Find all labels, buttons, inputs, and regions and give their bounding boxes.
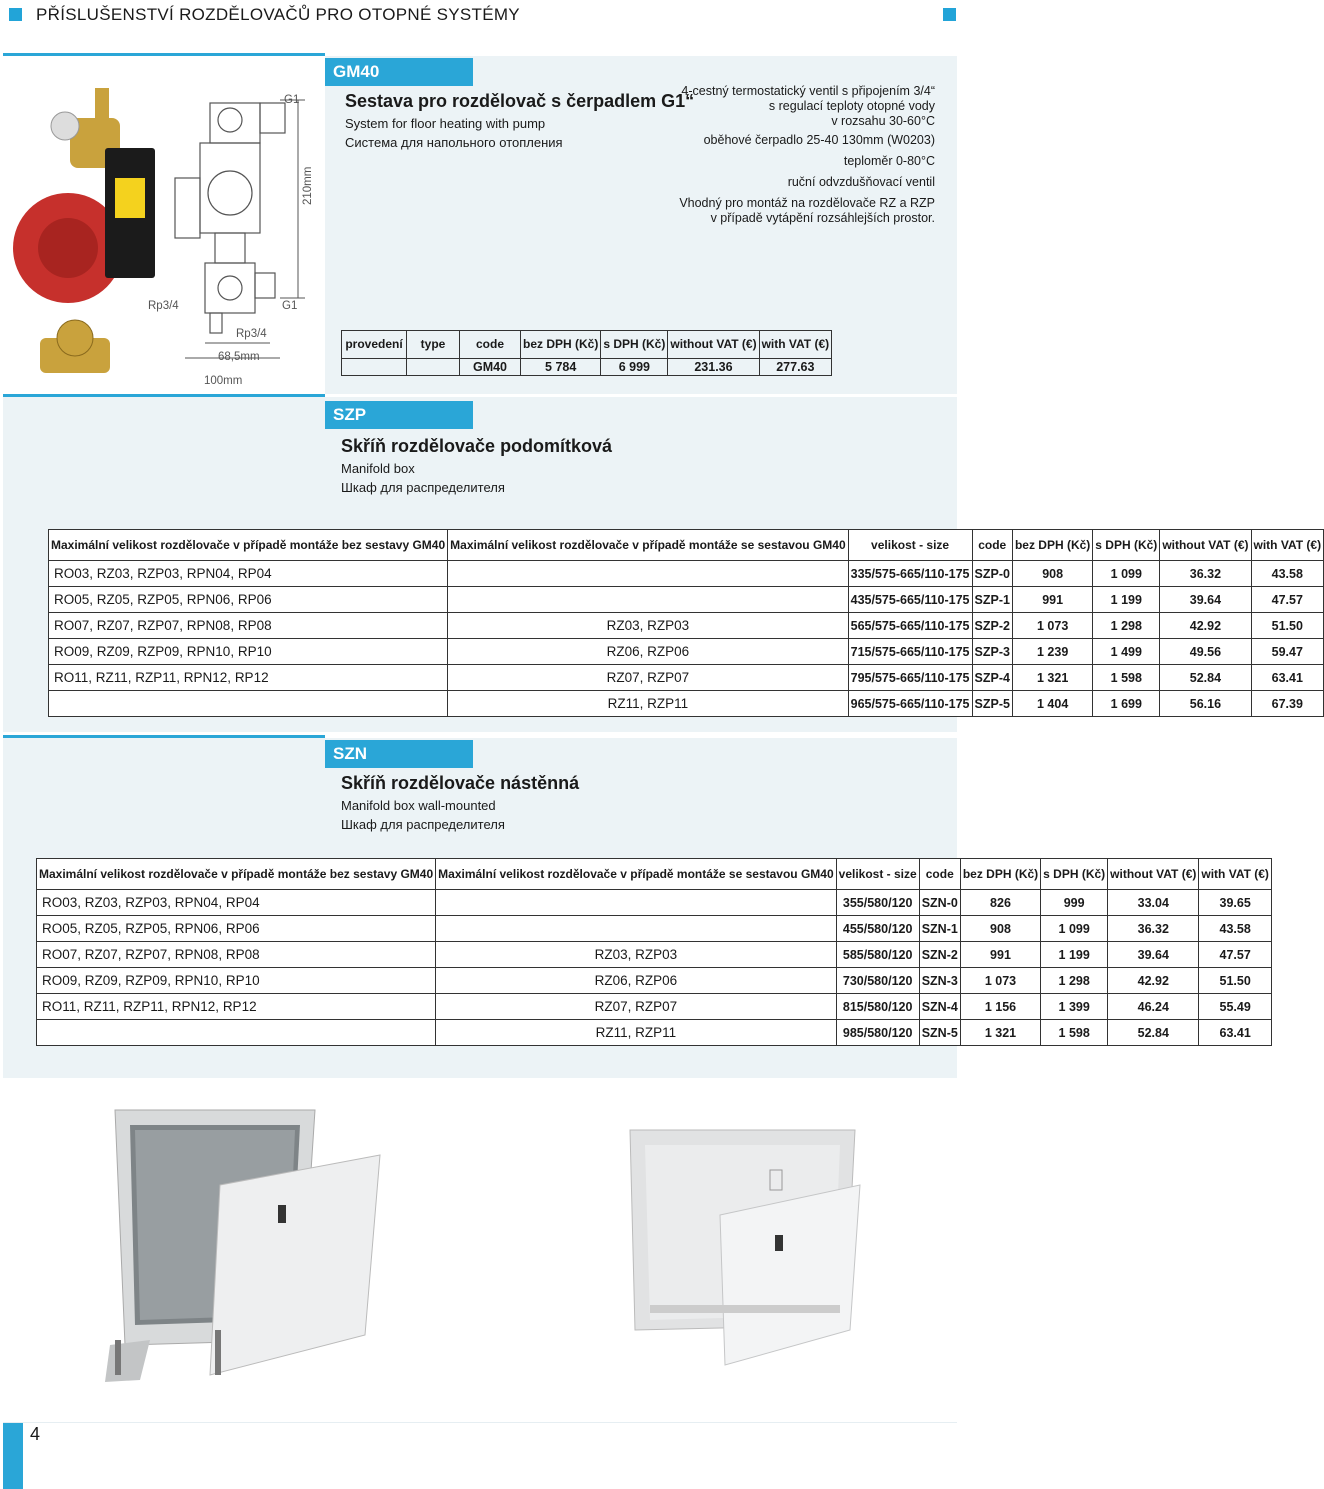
table-cell: 715/575-665/110-175 [848, 639, 972, 665]
col-header: type [407, 331, 460, 359]
spec-line: ruční odvzdušňovací ventil [787, 175, 935, 189]
table-cell: RO11, RZ11, RZP11, RPN12, RP12 [49, 665, 448, 691]
table-cell: 42.92 [1160, 613, 1251, 639]
col-header: with VAT (€) [1251, 530, 1324, 561]
table-cell: 49.56 [1160, 639, 1251, 665]
table-cell: 55.49 [1199, 994, 1272, 1020]
page-title: PŘÍSLUŠENSTVÍ ROZDĚLOVAČŮ PRO OTOPNÉ SYSTÉMY [36, 5, 520, 24]
col-header: Maximální velikost rozdělovače v případě montáže se sestavou GM40 [448, 530, 848, 561]
table-cell: 1 598 [1041, 1020, 1108, 1046]
table-cell: 39.64 [1108, 942, 1199, 968]
table-cell [436, 890, 836, 916]
table-cell: 1 404 [1012, 691, 1092, 717]
table-cell: 908 [1012, 561, 1092, 587]
table-cell: SZN-2 [919, 942, 960, 968]
table-cell: RZ07, RZP07 [436, 994, 836, 1020]
table-cell: 39.64 [1160, 587, 1251, 613]
col-header: without VAT (€) [1160, 530, 1251, 561]
table-cell: 67.39 [1251, 691, 1324, 717]
table-cell: 43.58 [1199, 916, 1272, 942]
szn-sub-ru: Шкаф для распределителя [341, 817, 505, 832]
table-cell: RO03, RZ03, RZP03, RPN04, RP04 [37, 890, 436, 916]
table-cell: 63.41 [1251, 665, 1324, 691]
footer-accent-bar [3, 1422, 23, 1489]
table-cell: 1 499 [1093, 639, 1160, 665]
table-cell: RO09, RZ09, RZP09, RPN10, RP10 [37, 968, 436, 994]
table-cell: 63.41 [1199, 1020, 1272, 1046]
header-square-left [9, 8, 22, 21]
table-cell: 43.58 [1251, 561, 1324, 587]
table-cell: RZ03, RZP03 [436, 942, 836, 968]
gm40-heading: Sestava pro rozdělovač s čerpadlem G1“ [345, 91, 695, 111]
table-cell: RZ11, RZP11 [436, 1020, 836, 1046]
table-cell: SZP-0 [972, 561, 1012, 587]
table-cell: 435/575-665/110-175 [848, 587, 972, 613]
table-cell: RO07, RZ07, RZP07, RPN08, RP08 [49, 613, 448, 639]
table-cell: 1 321 [960, 1020, 1040, 1046]
table-row [37, 890, 1272, 916]
table-cell: RO09, RZ09, RZP09, RPN10, RP10 [49, 639, 448, 665]
table-cell: 1 298 [1093, 613, 1160, 639]
dim-rp34-bottom: Rp3/4 [236, 328, 267, 340]
table-cell: 56.16 [1160, 691, 1251, 717]
table-cell: 991 [1012, 587, 1092, 613]
szp-heading: Skříň rozdělovače podomítková [341, 436, 613, 456]
col-header: velikost - size [836, 859, 919, 890]
table-cell [448, 587, 848, 613]
table-cell: 6 999 [601, 359, 668, 376]
table-cell [407, 359, 460, 376]
table-row [37, 968, 1272, 994]
spec-line: Vhodný pro montáž na rozdělovače RZ a RZP [679, 196, 935, 210]
header-square-right [943, 8, 956, 21]
table-cell: 585/580/120 [836, 942, 919, 968]
spec-line: v rozsahu 30-60°C [831, 114, 935, 128]
table-cell: 991 [960, 942, 1040, 968]
dim-height: 210mm [302, 166, 314, 205]
table-cell: 277.63 [759, 359, 832, 376]
table-cell: RZ06, RZP06 [448, 639, 848, 665]
col-header: Maximální velikost rozdělovače v případě montáže bez sestavy GM40 [49, 530, 448, 561]
table-cell [342, 359, 407, 376]
table-cell: SZP-5 [972, 691, 1012, 717]
table-cell: 355/580/120 [836, 890, 919, 916]
table-row [49, 613, 1324, 639]
table-cell: SZN-1 [919, 916, 960, 942]
col-header: s DPH (Kč) [1041, 859, 1108, 890]
table-cell [448, 561, 848, 587]
table-cell: RO05, RZ05, RZP05, RPN06, RP06 [49, 587, 448, 613]
gm40-sub-en: System for floor heating with pump [345, 116, 546, 131]
col-header: without VAT (€) [668, 331, 759, 359]
dim-width-100: 100mm [204, 375, 243, 387]
table-cell: RO03, RZ03, RZP03, RPN04, RP04 [49, 561, 448, 587]
spec-line: s regulací teploty otopné vody [768, 99, 935, 113]
table-cell: 33.04 [1108, 890, 1199, 916]
table-cell: SZN-5 [919, 1020, 960, 1046]
spec-line: 4-cestný termostatický ventil s připojením 3/4“ [681, 84, 935, 98]
table-row [37, 1020, 1272, 1046]
table-cell: 52.84 [1160, 665, 1251, 691]
col-header: code [460, 331, 521, 359]
table-cell: 335/575-665/110-175 [848, 561, 972, 587]
col-header: with VAT (€) [1199, 859, 1272, 890]
col-header: Maximální velikost rozdělovače v případě montáže bez sestavy GM40 [37, 859, 436, 890]
table-cell: 965/575-665/110-175 [848, 691, 972, 717]
table-cell: 815/580/120 [836, 994, 919, 1020]
table-cell: 908 [960, 916, 1040, 942]
table-row [49, 665, 1324, 691]
dim-width-685: 68,5mm [218, 351, 260, 363]
table-cell [436, 916, 836, 942]
col-header: with VAT (€) [759, 331, 832, 359]
table-cell: 1 598 [1093, 665, 1160, 691]
szn-box-image [615, 1125, 885, 1370]
table-cell: 1 699 [1093, 691, 1160, 717]
szp-table [48, 529, 1324, 717]
table-cell: 1 199 [1041, 942, 1108, 968]
dim-g1-top: G1 [284, 94, 300, 106]
table-cell: 231.36 [668, 359, 759, 376]
spec-line: teploměr 0-80°C [843, 154, 935, 168]
table-cell: SZP-3 [972, 639, 1012, 665]
table-cell: 1 099 [1093, 561, 1160, 587]
spec-line: v případě vytápění rozsáhlejších prostor. [710, 211, 935, 225]
table-cell: RZ03, RZP03 [448, 613, 848, 639]
gm40-specs [679, 84, 935, 226]
table-cell: 39.65 [1199, 890, 1272, 916]
table-cell [37, 1020, 436, 1046]
table-cell: 5 784 [521, 359, 601, 376]
table-cell: 59.47 [1251, 639, 1324, 665]
table-cell: RO11, RZ11, RZP11, RPN12, RP12 [37, 994, 436, 1020]
szn-table-body [37, 890, 1272, 1046]
table-cell: SZN-0 [919, 890, 960, 916]
table-cell: 47.57 [1199, 942, 1272, 968]
table-row [37, 994, 1272, 1020]
table-cell: RO05, RZ05, RZP05, RPN06, RP06 [37, 916, 436, 942]
szn-sub-en: Manifold box wall-mounted [341, 798, 496, 813]
table-cell: 1 199 [1093, 587, 1160, 613]
col-header: code [919, 859, 960, 890]
table-cell: 565/575-665/110-175 [848, 613, 972, 639]
table-cell: 1 073 [960, 968, 1040, 994]
pump-assembly-image [10, 88, 160, 373]
col-header: provedení [342, 331, 407, 359]
szn-heading: Skříň rozdělovače nástěnná [341, 773, 580, 793]
table-cell: 1 399 [1041, 994, 1108, 1020]
szp-table-body [49, 561, 1324, 717]
page-number: 4 [30, 1424, 41, 1444]
table-cell: 1 321 [1012, 665, 1092, 691]
table-cell: 1 099 [1041, 916, 1108, 942]
table-row [37, 942, 1272, 968]
table-cell: GM40 [460, 359, 521, 376]
table-cell: 51.50 [1199, 968, 1272, 994]
table-cell: 1 156 [960, 994, 1040, 1020]
dim-rp34-left: Rp3/4 [148, 300, 179, 312]
table-cell: 455/580/120 [836, 916, 919, 942]
col-header: s DPH (Kč) [1093, 530, 1160, 561]
table-cell: 1 073 [1012, 613, 1092, 639]
dim-g1-bottom: G1 [282, 300, 298, 312]
table-cell: 46.24 [1108, 994, 1199, 1020]
table-row [49, 587, 1324, 613]
table-cell: 999 [1041, 890, 1108, 916]
col-header: bez DPH (Kč) [521, 331, 601, 359]
table-cell: 51.50 [1251, 613, 1324, 639]
szp-sub-ru: Шкаф для распределителя [341, 480, 505, 495]
szn-table [36, 858, 1272, 1046]
table-cell: 795/575-665/110-175 [848, 665, 972, 691]
szp-box-image [100, 1100, 400, 1390]
col-header: without VAT (€) [1108, 859, 1199, 890]
szp-tag: SZP [325, 401, 473, 429]
table-cell: 36.32 [1108, 916, 1199, 942]
table-cell: RZ07, RZP07 [448, 665, 848, 691]
col-header: velikost - size [848, 530, 972, 561]
gm40-price-table [341, 330, 832, 376]
table-cell: SZP-2 [972, 613, 1012, 639]
table-cell: 47.57 [1251, 587, 1324, 613]
table-cell: RZ06, RZP06 [436, 968, 836, 994]
table-cell: 826 [960, 890, 1040, 916]
table-cell: SZP-4 [972, 665, 1012, 691]
table-cell [49, 691, 448, 717]
table-cell: 730/580/120 [836, 968, 919, 994]
col-header: bez DPH (Kč) [960, 859, 1040, 890]
col-header: code [972, 530, 1012, 561]
table-cell: 42.92 [1108, 968, 1199, 994]
table-cell: 985/580/120 [836, 1020, 919, 1046]
table-cell: SZP-1 [972, 587, 1012, 613]
table-row [49, 639, 1324, 665]
gm40-tag: GM40 [325, 58, 473, 86]
col-header: Maximální velikost rozdělovače v případě montáže se sestavou GM40 [436, 859, 836, 890]
table-cell: RZ11, RZP11 [448, 691, 848, 717]
table-cell: RO07, RZ07, RZP07, RPN08, RP08 [37, 942, 436, 968]
col-header: bez DPH (Kč) [1012, 530, 1092, 561]
spec-line: oběhové čerpadlo 25-40 130mm (W0203) [703, 133, 935, 147]
szn-tag: SZN [325, 740, 473, 768]
gm40-sub-ru: Система для напольного отопления [345, 135, 563, 150]
table-row [37, 916, 1272, 942]
table-cell: 1 298 [1041, 968, 1108, 994]
table-cell: 52.84 [1108, 1020, 1199, 1046]
table-cell: SZN-3 [919, 968, 960, 994]
table-row [49, 691, 1324, 717]
table-row [49, 561, 1324, 587]
table-cell: SZN-4 [919, 994, 960, 1020]
szp-sub-en: Manifold box [341, 461, 415, 476]
footer-line [3, 1422, 957, 1423]
table-cell: 1 239 [1012, 639, 1092, 665]
col-header: s DPH (Kč) [601, 331, 668, 359]
table-cell: 36.32 [1160, 561, 1251, 587]
